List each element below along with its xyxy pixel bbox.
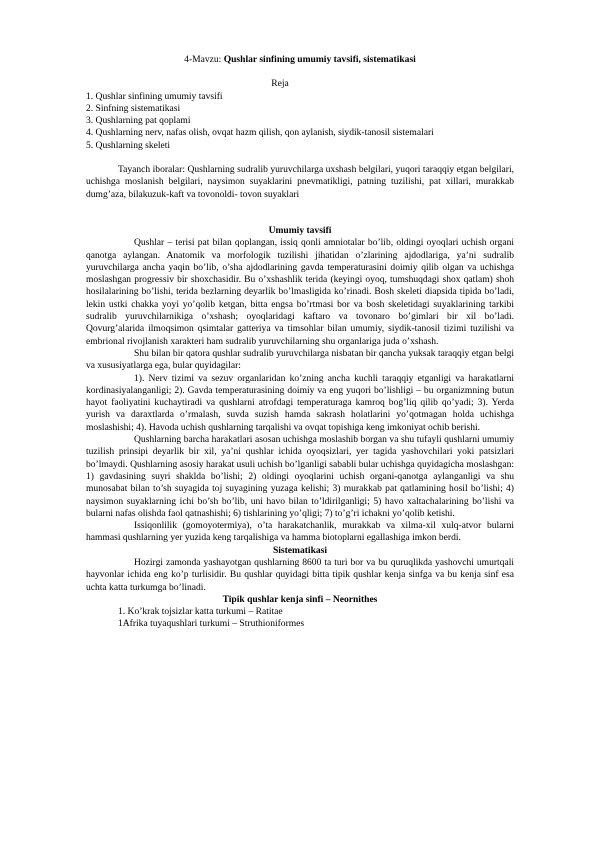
taxon-list-item: 1. Ko’krak tojsizlar katta turkumi – Ratitae bbox=[118, 606, 283, 618]
plan-item: 4. Qushlarning nerv, nafas olish, ovqat hazm qilish, qon aylanish, siydik-tanosil sistemalari bbox=[86, 127, 434, 139]
taxon-list-item: 1Afrika tuyaqushlari turkumi – Struthioniformes bbox=[118, 618, 305, 630]
section-heading-systematics: Sistematikasi bbox=[272, 544, 328, 556]
topic-name: Qushlar sinfining umumiy tavsifi, sistematikasi bbox=[223, 54, 416, 65]
body-paragraph: Issiqonlilik (gomoyotermiya), o’ta harakatchanlik, murakkab va xilma-xil xulq-atvor bularni hammasi qushlarning yer yuzida keng tarqalishiga va hamma biotoplarni egallashiga imkon berdi. bbox=[86, 520, 514, 544]
topic-prefix: 4-Mavzu: bbox=[184, 54, 224, 65]
body-paragraph: 1). Nerv tizimi va sezuv organlaridan ko’zning ancha kuchli taraqqiy etganligi va harakatlarni kordinasiyalanganligi; 2). Gavda temperaturasining doimiy va eng yuqori bo’lishligi – bu organizmning butun hayot faoliyatini kuchaytiradi va qushlarni atrofdagi temperaturaga kamroq bog’liq qilib qo’yadi; 3). Yerda yurish va daraxtlarda o’rmalash, suvda suzish hamda sakrash holatlarini yo’qotmagan holda uchishga moslashishi; 4). Havoda uchish qushlarning tarqalishi va ovqat topishiga keng imkoniyat ochib berishi. bbox=[86, 372, 514, 433]
plan-item: 2. Sinfning sistematikasi bbox=[86, 102, 181, 114]
plan-item: 1. Qushlar sinfining umumiy tavsifi bbox=[86, 90, 223, 102]
document-page bbox=[86, 46, 514, 631]
body-paragraph: Hozirgi zamonda yashayotgan qushlarning 8600 ta turi bor va bu quruqlikda yashovchi umurtqali hayvonlar ichida eng ko’p turlisidir. Bu qushlar quyidagi bitta tipik qushlar kenja sinfga va bu kenja sinf esa uchta katta turkumga bo’linadi. bbox=[86, 556, 514, 593]
plan-list bbox=[86, 91, 514, 152]
plan-heading: Reja bbox=[271, 78, 289, 90]
subclass-heading: Tipik qushlar kenja sinfi – Neornithes bbox=[222, 593, 378, 605]
plan-item: 3. Qushlarning pat qoplami bbox=[86, 115, 191, 127]
key-terms-paragraph: Tayanch iboralar: Qushlarning sudralib yuruvchilarga uxshash belgilari, yuqori taraqqiy etgan belgilari, uchishga moslanish belgilari, naysimon suyaklarini pnevmatikligi, patning tuzilishi, pat xillari, murakkab dumg’aza, bilakuzuk-kaft va tovonoldi- tovon suyaklari bbox=[86, 164, 514, 200]
plan-item: 5. Qushlarning skeleti bbox=[86, 139, 171, 151]
topic-title bbox=[86, 54, 514, 66]
section-heading-general: Umumiy tavsifi bbox=[268, 224, 332, 236]
body-paragraph: Qushlar – terisi pat bilan qoplangan, issiq qonli amniotalar bo’lib, oldingi oyoqlari uchish organi qanotga aylangan. Anatomik va morfologik tuzilishi jihatidan o’zlarining ajdodlariga, ya’ni sudralib yuruvchilarga ancha yaqin bo’lib, o’sha ajdodlarining gavda temperaturasini doimiy qilib olgan va uchishga moslashgan progressiv bir shoxchasidir. Bu o’xshashlik terida (keyingi oyoq, tumshuqdagi shox qatlam) shoh hosilalarining bo’lishi, terida bezlarning deyarlik bo’lmasligida ko’rinadi. Bosh skeleti diapsida tipida bo’ladi, lekin ustki chakka yoyi yo’qolib ketgan, bitta engsa bo’rtmasi bor va bosh skeletidagi suyaklarining tarkibi sudralib yuruvchilarnikiga o’xshash; oyoqlaridagi kaftaro va tovonaro bo’gimlari bir xil bo’ladi. Qovurg’alarida ilmoqsimon qsimtalar gatteriya va timsohlar bilan umumiy, siydik-tanosil tizimi tuzilishi va embrional rivojlanish xarakteri ham sudralib yuruvchilarning shu organlariga juda o’xshash. bbox=[86, 237, 514, 347]
body-paragraph: Shu bilan bir qatora qushlar sudralib yuruvchilarga nisbatan bir qancha yuksak taraqqiy etgan belgi va xususiyatlarga ega, bular quyidagilar: bbox=[86, 347, 514, 372]
body-paragraph: Qushlarning barcha harakatlari asosan uchishga moslashib borgan va shu tufayli qushlarni umumiy tuzilish prinsipi deyarlik bir xil, ya’ni qushlar ichida oyoqsizlari, yer tagida yashovchilari yoki patsizlari bo’lmaydi. Qushlarning asosiy harakat usuli uchish bo’lganligi sababli bular uchishga quyidagicha moslashgan: 1) gavdasining suyri shaklda bo’lishi; 2) oldingi oyoqlarini uchish organi-qanotga aylanganligi va shu munosabat bilan to’sh suyagida toj suyagining yuzaga kelishi; 3) murakkab pat qatlamining hosil bo’lishi; 4) naysimon suyaklarning ichi bo’sh bo’lib, uni havo bilan to’ldirilganligi; 5) havo xaltachalarining bo’lishi va bularni nafas olishda faol qatnashishi; 6) tishlarining yo’qligi; 7) to’g’ri ichakni yo’qolib ketishi. bbox=[86, 434, 514, 519]
